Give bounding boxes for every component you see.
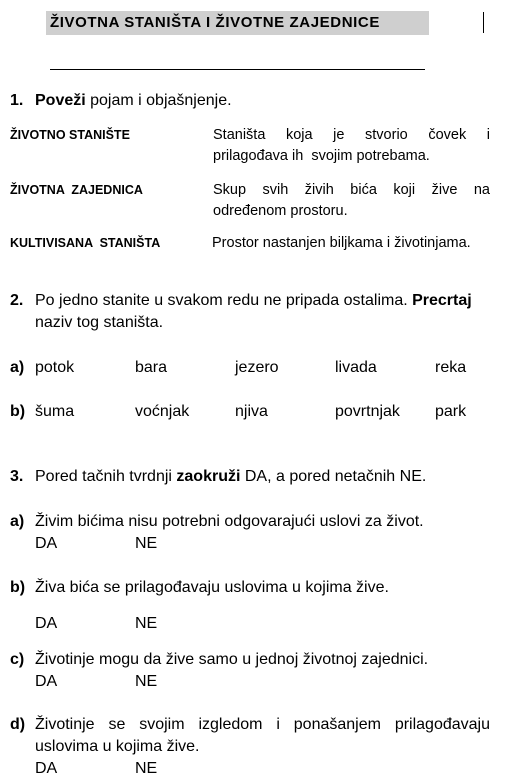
q1-instruction (35, 91, 232, 111)
q3-d-da[interactable]: DA (35, 760, 58, 777)
term-kultivisana-stanista: KULTIVISANA STANIŠTA (10, 236, 161, 250)
q2-row-a-item-1: potok (35, 359, 75, 376)
q3-c-ne[interactable]: NE (135, 673, 158, 690)
q2-row-a-item-4: livada (335, 359, 377, 376)
q3-d-label: d) (10, 716, 26, 733)
q1-bold: Poveži (35, 92, 86, 109)
q3-number: 3. (10, 468, 24, 485)
def-2-line-1: Skup svih živih bića koji žive na (213, 182, 490, 198)
q3-a-label: a) (10, 513, 25, 530)
q3-a-da[interactable]: DA (35, 535, 58, 552)
q3-c-statement: Životinje mogu da žive samo u jednoj životnoj zajednici. (35, 651, 429, 668)
text-cursor (483, 12, 484, 33)
q3-instruction (35, 467, 426, 487)
q2-row-b-item-3: njiva (235, 403, 268, 420)
q3-a-statement: Živim bićima nisu potrebni odgovarajući uslovi za život. (35, 513, 424, 530)
q2-instruction-line-1 (35, 291, 472, 311)
q3-b-label: b) (10, 579, 26, 596)
q3-c-da[interactable]: DA (35, 673, 58, 690)
q2-row-a-label: a) (10, 359, 25, 376)
q3-d-statement-line-2: uslovima u kojima žive. (35, 738, 200, 755)
q3-pre: Pored tačnih tvrdnji (35, 468, 177, 485)
q2-line1-text: Po jedno stanite u svakom redu ne pripada ostalima. (35, 292, 413, 309)
def-2-line-2: određenom prostoru. (213, 203, 348, 219)
q2-row-a-item-3: jezero (235, 359, 279, 376)
q2-instruction-line-2: naziv tog staništa. (35, 314, 164, 331)
q2-number: 2. (10, 292, 24, 309)
q3-b-ne[interactable]: NE (135, 615, 158, 632)
def-3-line-1: Prostor nastanjen biljkama i životinjama. (212, 235, 471, 251)
q3-bold: zaokruži (176, 468, 241, 485)
q3-b-da[interactable]: DA (35, 615, 58, 632)
q1-number: 1. (10, 92, 24, 109)
q3-d-ne[interactable]: NE (135, 760, 158, 777)
q2-row-b-item-4: povrtnjak (335, 403, 400, 420)
def-1-line-1: Staništa koja je stvorio čovek i (213, 127, 490, 143)
q3-b-statement: Živa bića se prilagođavaju uslovima u kojima žive. (35, 579, 389, 596)
q3-post: DA, a pored netačnih NE. (240, 468, 427, 485)
q3-d-statement-line-1: Životinje se svojim izgledom i ponašanjem prilagođavaju (35, 716, 490, 733)
q2-row-b-item-1: šuma (35, 403, 75, 420)
q2-line1-bold: Precrtaj (412, 292, 472, 309)
q2-row-a-item-5: reka (435, 359, 467, 376)
term-zivotna-zajednica: ŽIVOTNA ZAJEDNICA (10, 183, 143, 197)
q2-row-b-item-5: park (435, 403, 467, 420)
name-line (50, 69, 425, 70)
q1-rest: pojam i objašnjenje. (85, 92, 232, 109)
q2-row-b-label: b) (10, 403, 26, 420)
def-1-line-2: prilagođava ih svojim potrebama. (213, 148, 430, 164)
q2-row-a-item-2: bara (135, 359, 168, 376)
q3-c-label: c) (10, 651, 25, 668)
q2-row-b-item-2: voćnjak (135, 403, 190, 420)
worksheet-title: ŽIVOTNA STANIŠTA I ŽIVOTNE ZAJEDNICE (46, 11, 429, 35)
term-zivotno-staniste: ŽIVOTNO STANIŠTE (10, 128, 130, 142)
q3-a-ne[interactable]: NE (135, 535, 158, 552)
